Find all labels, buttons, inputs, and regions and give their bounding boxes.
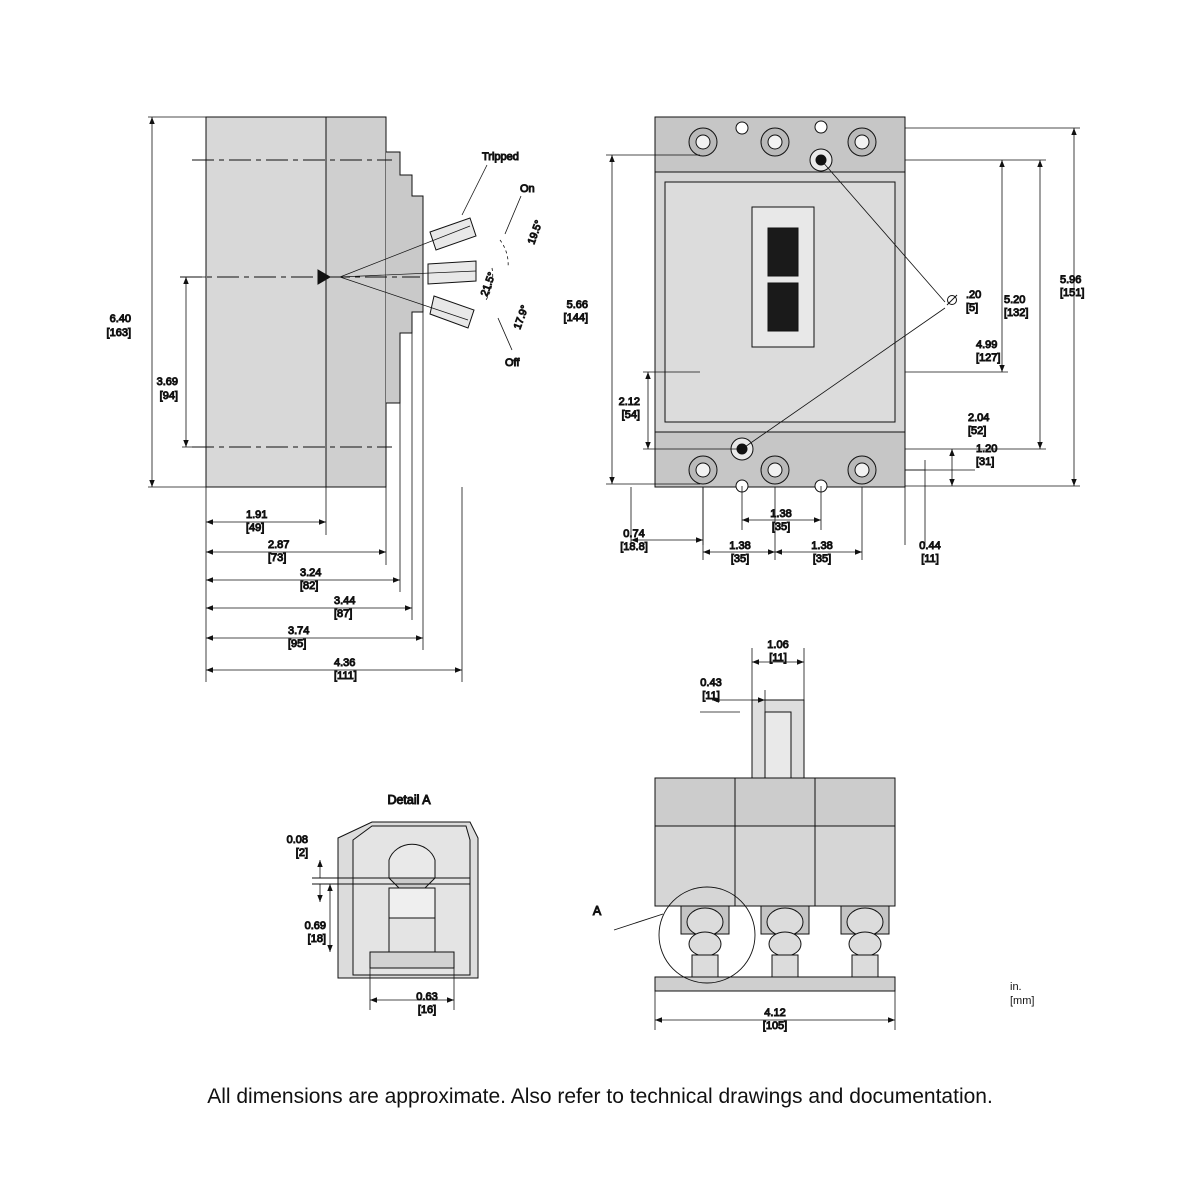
bottom-view-body: [655, 700, 895, 991]
dim-1-20-mm: [31]: [976, 456, 995, 468]
dim-3-44-in: 3.44: [334, 595, 356, 607]
dim-5-96-mm: [151]: [1060, 287, 1085, 299]
dim-1-38-c-mm: [35]: [812, 553, 832, 565]
label-off: Off: [505, 357, 520, 369]
dim-2-87-mm: [73]: [268, 552, 287, 564]
dim-3-44-mm: [87]: [334, 608, 353, 620]
dim-3-24-mm: [82]: [300, 580, 319, 592]
detail-a-body: [312, 822, 478, 978]
dim-4-99-in: 4.99: [976, 339, 998, 351]
dim-3-69-in: 3.69: [156, 376, 178, 388]
dim-0-63-in: 0.63: [416, 991, 438, 1003]
detail-a-title: Detail A: [387, 793, 431, 807]
dim-0-69-mm: [18]: [307, 933, 326, 945]
dim-1-91-in: 1.91: [246, 509, 268, 521]
hole-symbol: [947, 295, 957, 305]
dim-4-12-mm: [105]: [762, 1020, 788, 1032]
side-view-vertical-dims: [148, 117, 206, 487]
angle-on-tripped: 19.5°: [525, 218, 546, 247]
dim-3-74-in: 3.74: [288, 625, 310, 637]
dim-0-63-mm: [16]: [417, 1004, 437, 1016]
dim-3-69-mm: [94]: [159, 390, 178, 402]
dim-1-38-b-mm: [35]: [730, 553, 750, 565]
dim-5-20-in: 5.20: [1004, 294, 1026, 306]
dim-0-74-mm: [18.8]: [620, 541, 648, 553]
label-tripped: Tripped: [482, 151, 519, 163]
dim-0-08-mm: [2]: [295, 847, 308, 859]
dim-4-36-mm: [111]: [334, 670, 357, 682]
dim-6-40-mm: [163]: [106, 327, 131, 339]
angle-on-off: 17.9°: [511, 303, 532, 332]
label-on: On: [520, 183, 535, 195]
dim-1-20-in: 1.20: [976, 443, 998, 455]
dim-2-12-mm: [54]: [621, 409, 640, 421]
front-view-right-dims: [905, 128, 1080, 486]
dim-2-04-mm: [52]: [968, 425, 987, 437]
dim-0-69-in: 0.69: [304, 920, 326, 932]
units-label-in: in.: [1010, 981, 1022, 993]
dim-0-44-in: 0.44: [919, 540, 941, 552]
detail-a-callout-label: A: [592, 904, 602, 918]
dim-5-20-mm: [132]: [1004, 307, 1029, 319]
dim-2-12-in: 2.12: [618, 396, 640, 408]
dim-2-04-in: 2.04: [968, 412, 990, 424]
dim-1-91-mm: [49]: [246, 522, 265, 534]
side-view-body: [180, 117, 476, 487]
footer-note: All dimensions are approximate. Also refer to technical drawings and documentation.: [207, 1085, 993, 1108]
dim-0-74-in: 0.74: [623, 528, 645, 540]
units-label-mm: [mm]: [1010, 995, 1035, 1007]
dim-2-87-in: 2.87: [268, 539, 290, 551]
dim-5-96-in: 5.96: [1060, 274, 1082, 286]
side-view-angle-leaders: [462, 165, 521, 350]
dim-5-66-in: 5.66: [566, 299, 588, 311]
dim-1-38-b-in: 1.38: [729, 540, 751, 552]
dim-0-43-mm: [11]: [702, 690, 720, 702]
dim-4-36-in: 4.36: [334, 657, 356, 669]
dim-0-43-in: 0.43: [700, 677, 722, 689]
dim-4-99-mm: [127]: [976, 352, 1001, 364]
dim-5-66-mm: [144]: [563, 312, 588, 324]
dim-1-38-a-mm: [35]: [771, 521, 791, 533]
front-view-body: [655, 117, 905, 492]
dim-1-06-mm: [11]: [769, 652, 787, 664]
dim-1-06-in: 1.06: [767, 639, 789, 651]
dim-hole-in: .20: [966, 289, 982, 301]
dim-6-40-in: 6.40: [109, 313, 131, 325]
dim-3-24-in: 3.24: [300, 567, 322, 579]
dim-1-38-a-in: 1.38: [770, 508, 792, 520]
dim-0-44-mm: [11]: [921, 553, 939, 565]
dim-hole-mm: [5]: [966, 302, 979, 314]
dim-3-74-mm: [95]: [288, 638, 307, 650]
angle-tripped-off: 21.5°: [478, 270, 499, 299]
dim-4-12-in: 4.12: [764, 1007, 786, 1019]
dim-0-08-in: 0.08: [286, 834, 308, 846]
dim-1-38-c-in: 1.38: [811, 540, 833, 552]
